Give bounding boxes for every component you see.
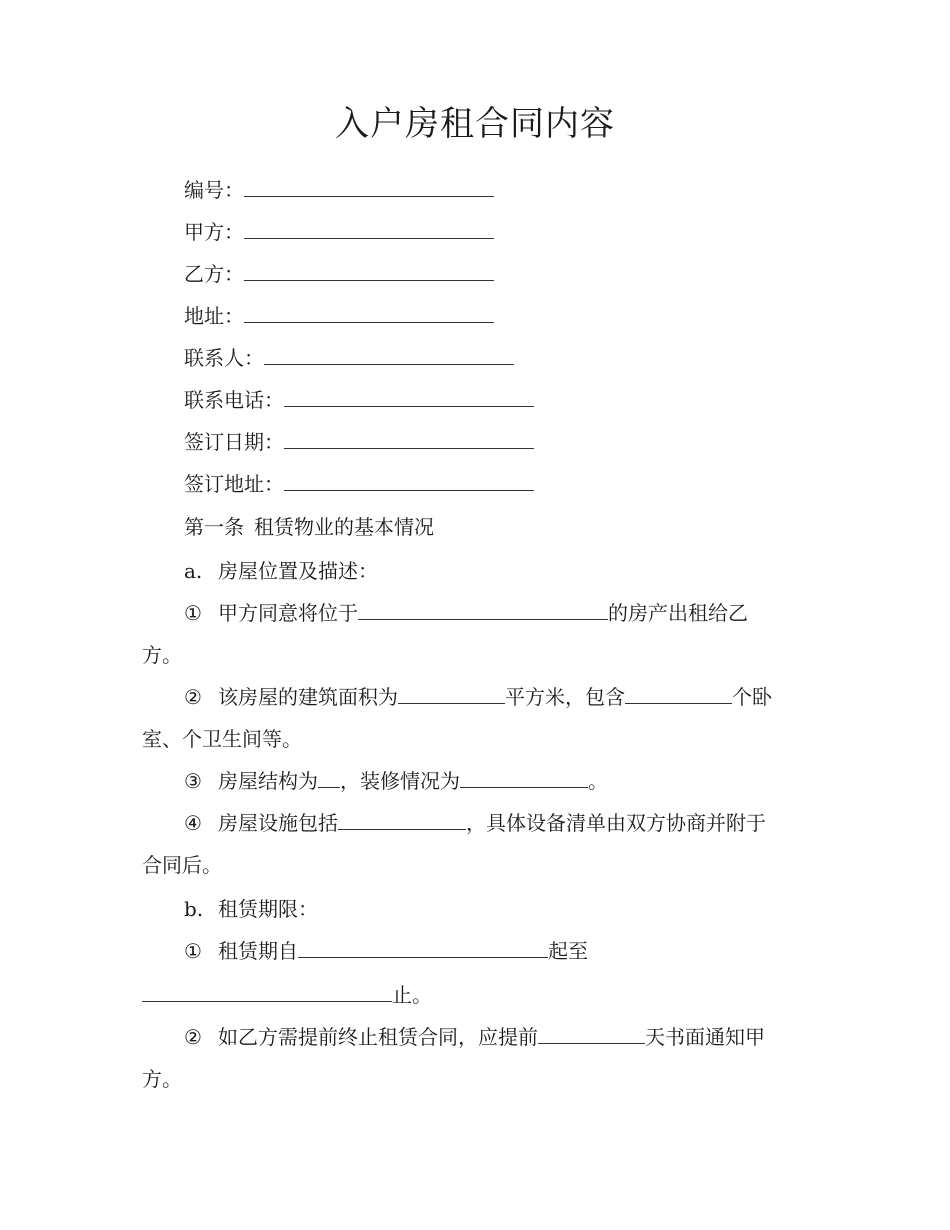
clause-b1-continuation — [142, 981, 432, 1009]
clause-a3-text-mid: ，装修情况为 — [340, 769, 460, 793]
field-phone-label: 联系电话： — [184, 388, 284, 412]
clause-b1-end-text: 止。 — [392, 983, 432, 1007]
clause-a2-continuation: 室、个卫生间等。 — [142, 727, 302, 751]
clause-a4-text-after: ，具体设备清单由双方协商并附于 — [466, 811, 766, 835]
clause-a3-number: ③ — [184, 769, 202, 793]
party-b-blank[interactable] — [244, 260, 494, 281]
section-a-text: 房屋位置及描述： — [218, 559, 378, 583]
number-blank[interactable] — [244, 176, 494, 197]
clause-a4-number: ④ — [184, 811, 202, 835]
facilities-blank[interactable] — [338, 809, 466, 830]
clause-b2 — [184, 1023, 765, 1051]
section-a-label: a. — [184, 559, 203, 583]
field-number-label: 编号： — [184, 178, 244, 202]
clause-a4-text-before: 房屋设施包括 — [218, 811, 338, 835]
section-b-label: b. — [184, 897, 204, 921]
party-a-blank[interactable] — [244, 218, 494, 239]
sign-place-blank[interactable] — [284, 470, 534, 491]
clause-a1 — [184, 599, 748, 627]
clause-a2 — [184, 683, 772, 711]
field-party-a — [184, 218, 494, 246]
clause-b1-text-before: 租赁期自 — [218, 939, 298, 963]
clause-a1-continuation: 方。 — [142, 643, 182, 667]
document-title: 入户房租合同内容 — [335, 104, 615, 144]
field-party-a-label: 甲方： — [184, 220, 244, 244]
clause-a1-number: ① — [184, 601, 202, 625]
notice-days-blank[interactable] — [538, 1023, 645, 1044]
field-sign-place-label: 签订地址： — [184, 472, 284, 496]
contact-blank[interactable] — [264, 344, 514, 365]
field-address-label: 地址： — [184, 304, 244, 328]
field-contact-label: 联系人： — [184, 346, 264, 370]
clause-b2-continuation: 方。 — [142, 1067, 182, 1091]
article-number: 第一条 — [184, 515, 244, 539]
clause-a2-text-before: 该房屋的建筑面积为 — [218, 685, 398, 709]
clause-a1-text-before: 甲方同意将位于 — [218, 601, 358, 625]
bedrooms-blank[interactable] — [625, 683, 732, 704]
section-a-heading — [184, 557, 378, 585]
clause-a2-text-after: 个卧 — [732, 685, 772, 709]
field-contact — [184, 344, 514, 372]
clause-b2-number: ② — [184, 1025, 202, 1049]
location-blank[interactable] — [358, 599, 608, 620]
field-party-b — [184, 260, 494, 288]
clause-a1-text-after: 的房产出租给乙 — [608, 601, 748, 625]
clause-b2-text-after: 天书面通知甲 — [645, 1025, 765, 1049]
sign-date-blank[interactable] — [284, 428, 534, 449]
clause-a3-text-before: 房屋结构为 — [218, 769, 318, 793]
field-address — [184, 302, 494, 330]
clause-a4-continuation: 合同后。 — [142, 853, 222, 877]
clause-a3-text-after: 。 — [588, 769, 608, 793]
decoration-blank[interactable] — [460, 767, 588, 788]
field-sign-date-label: 签订日期： — [184, 430, 284, 454]
phone-blank[interactable] — [284, 386, 534, 407]
end-date-blank[interactable] — [142, 981, 392, 1002]
clause-b1-number: ① — [184, 939, 202, 963]
section-b-text: 租赁期限： — [218, 897, 318, 921]
address-blank[interactable] — [244, 302, 494, 323]
clause-a3 — [184, 767, 608, 795]
area-blank[interactable] — [398, 683, 505, 704]
article-1-heading — [184, 513, 434, 541]
section-b-heading — [184, 895, 318, 923]
structure-blank[interactable] — [318, 767, 340, 788]
field-number — [184, 176, 494, 204]
field-sign-place — [184, 470, 534, 498]
field-party-b-label: 乙方： — [184, 262, 244, 286]
article-title: 租赁物业的基本情况 — [254, 515, 434, 539]
clause-a2-number: ② — [184, 685, 202, 709]
field-phone — [184, 386, 534, 414]
clause-a2-text-mid: 平方米，包含 — [505, 685, 625, 709]
clause-b1 — [184, 937, 588, 965]
field-sign-date — [184, 428, 534, 456]
start-date-blank[interactable] — [298, 937, 548, 958]
clause-a4 — [184, 809, 766, 837]
clause-b1-text-after: 起至 — [548, 939, 588, 963]
clause-b2-text-before: 如乙方需提前终止租赁合同，应提前 — [218, 1025, 538, 1049]
